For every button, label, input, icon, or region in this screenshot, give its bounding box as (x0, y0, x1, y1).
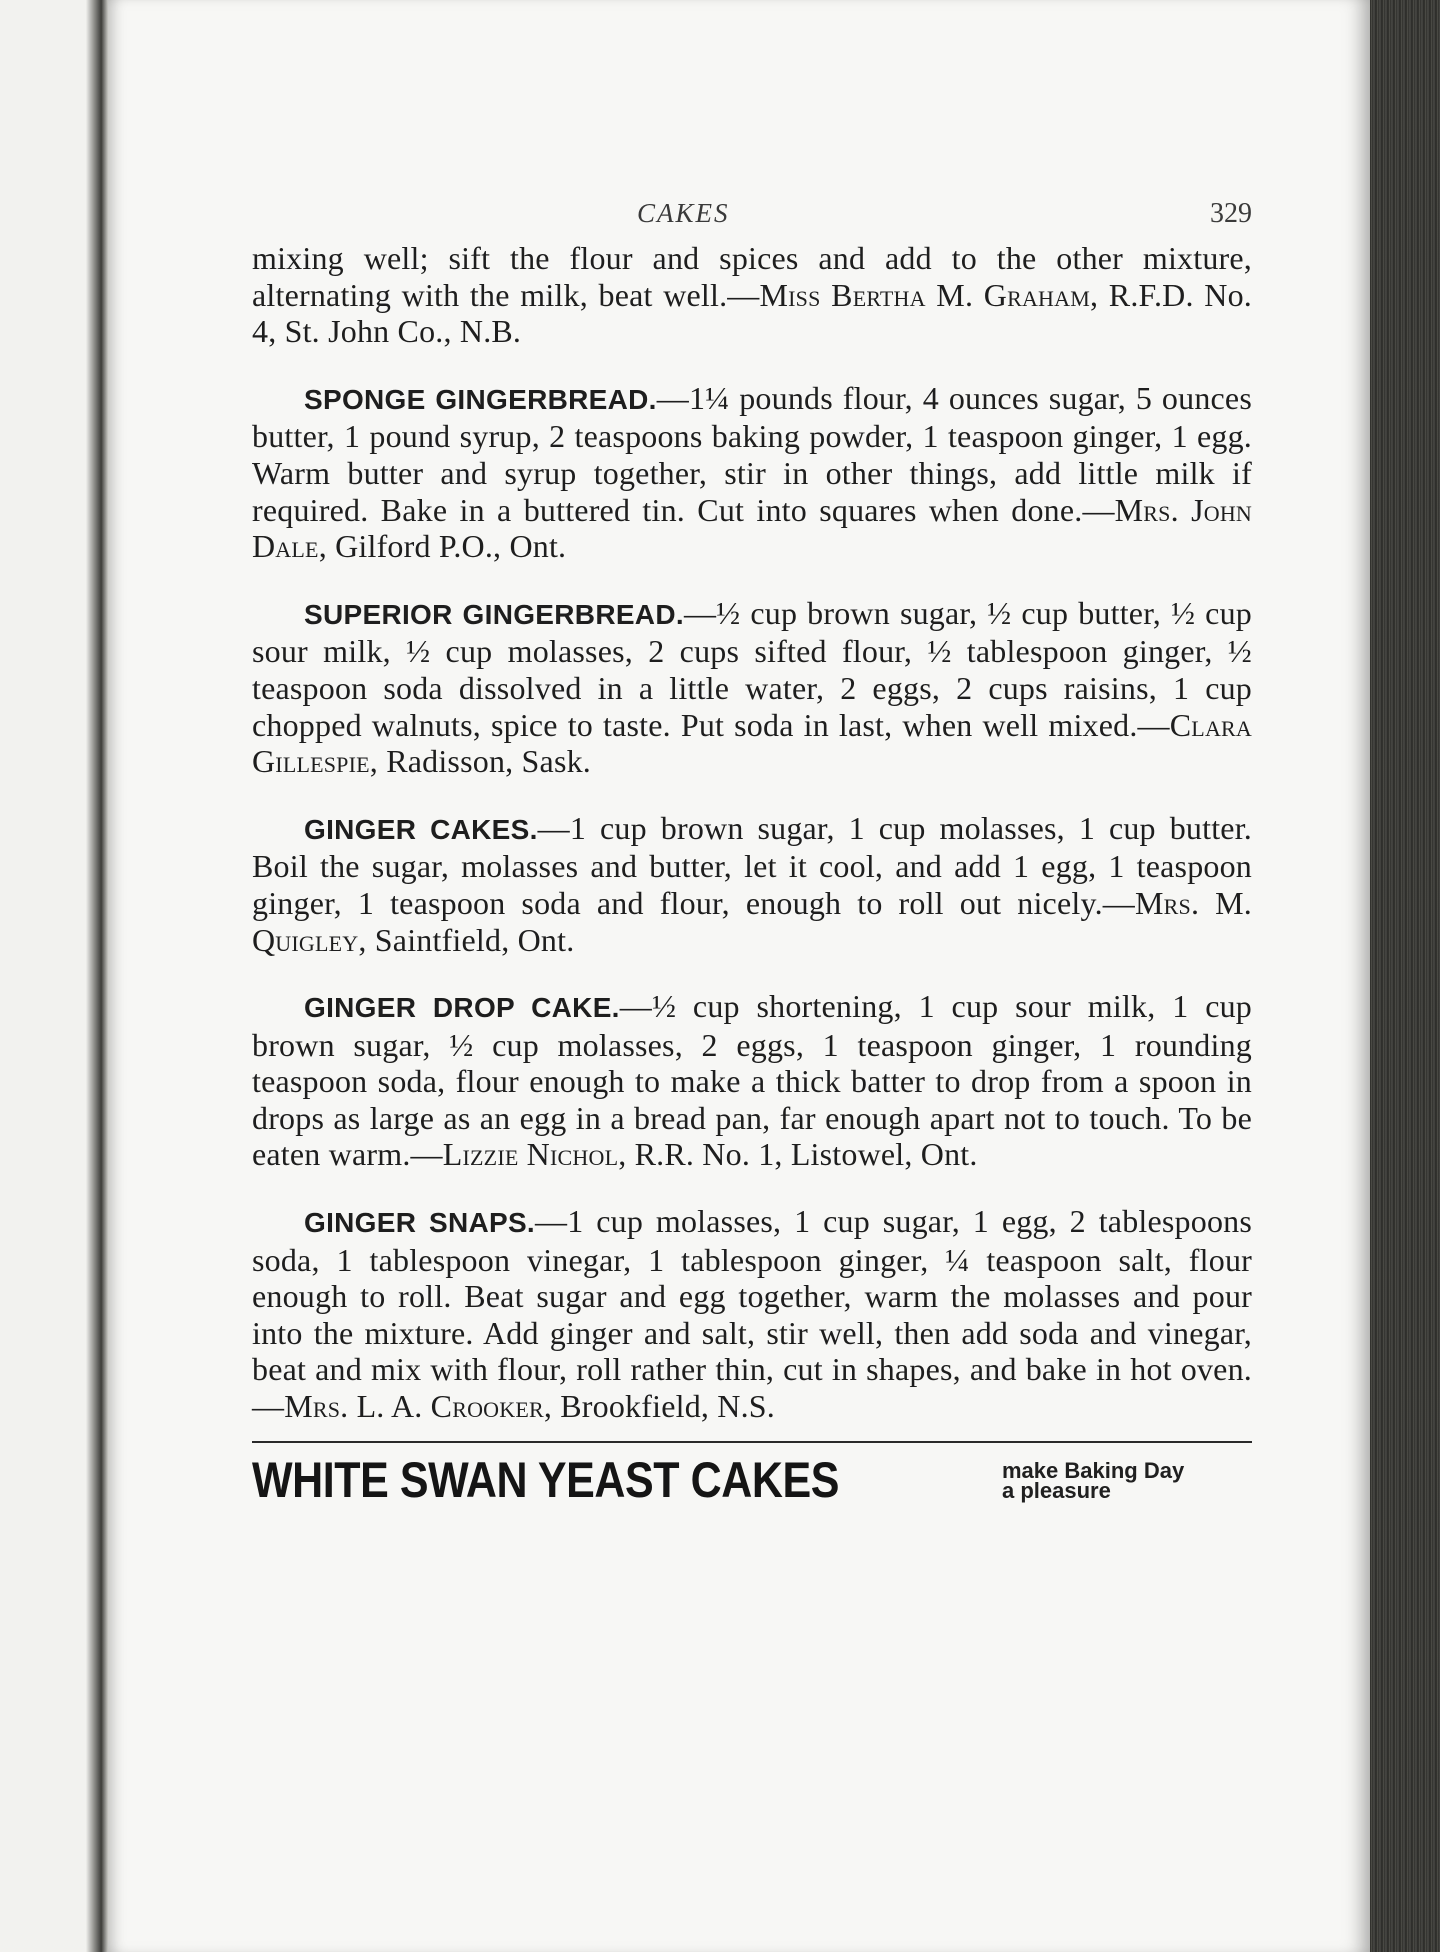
recipe-place: , Radisson, Sask. (369, 743, 591, 780)
recipe-body: —½ cup shortening, 1 cup sour milk, 1 cup brown sugar, ½ cup molasses, 2 eggs, 1 teaspoon ginger, 1 rounding teaspoon soda, flour enough to make a thick batter to drop from a spoon in drops as large as an egg in a bread pan, far enough apart not to touch. To be eaten warm.— (252, 988, 1252, 1173)
recipe-body: —1 cup brown sugar, 1 cup molasses, 1 cup butter. Boil the sugar, molasses and butter, let it cool, and add 1 egg, 1 teaspoon ginger, 1 teaspoon soda and flour, enough to roll out nicely.— (252, 809, 1252, 921)
recipe-title: SPONGE GINGERBREAD. (304, 383, 657, 415)
recipe-title: GINGER CAKES. (304, 813, 538, 845)
recipe-ginger-drop-cake (252, 988, 1252, 1173)
recipe-ginger-snaps (252, 1203, 1252, 1425)
continuation-paragraph (252, 240, 1252, 350)
recipe-body: —1¼ pounds flour, 4 ounces sugar, 5 ounces butter, 1 pound syrup, 2 teaspoons baking powder, 1 teaspoon ginger, 1 egg. Warm butter and syrup together, stir in other things, add little milk if required. Bake in a buttered tin. Cut into squares when done.— (252, 379, 1252, 528)
recipe-text (252, 240, 1252, 1425)
recipe-place: , R.F.D. No. 4, St. John Co., N.B. (252, 276, 1252, 350)
section-title: CAKES (637, 198, 730, 228)
ad-slogan-line-2: a pleasure (1002, 1477, 1111, 1503)
footer-divider (252, 1441, 1252, 1443)
recipe-place: , Gilford P.O., Ont. (318, 528, 567, 565)
footer-advertisement (252, 1449, 1252, 1519)
page-number: 329 (1210, 198, 1252, 229)
recipe-place: , R.R. No. 1, Listowel, Ont. (618, 1136, 978, 1173)
recipe-author: Lizzie Nichol (442, 1136, 619, 1173)
recipe-title: GINGER DROP CAKE. (304, 992, 620, 1024)
running-head (252, 190, 1252, 240)
recipe-body: —1 cup molasses, 1 cup sugar, 1 egg, 2 tablespoons soda, 1 tablespoon vinegar, 1 tablespoon ginger, ¼ teaspoon salt, flour enough to roll. Beat sugar and egg together, warm the molasses and pour into the mixture. Add ginger and salt, stir well, then add soda and vinegar, beat and mix with flour, roll rather thin, cut in shapes, and bake in hot oven.— (252, 1203, 1252, 1425)
recipe-author: Clara Gillespie (252, 706, 1252, 780)
continuation-body: mixing well; sift the flour and spices and add to the other mixture, alternating with the milk, beat well.— (252, 240, 1252, 313)
recipe-author: Mrs. L. A. Crooker (284, 1388, 544, 1425)
recipe-place: , Saintfield, Ont. (358, 921, 575, 958)
recipe-title: SUPERIOR GINGERBREAD. (304, 598, 684, 630)
recipe-body: —½ cup brown sugar, ½ cup butter, ½ cup sour milk, ½ cup molasses, 2 cups sifted flour, ½ tablespoon ginger, ½ teaspoon soda dissolved in a little water, 2 eggs, 2 cups raisins, 1 cup chopped walnuts, spice to taste. Put soda in last, when well mixed.— (252, 594, 1252, 743)
ad-brand: WHITE SWAN YEAST CAKES (252, 1451, 840, 1508)
ad-slogan-line-1: make Baking Day (1002, 1457, 1185, 1483)
ad-slogan (1002, 1457, 1252, 1503)
recipe-author: Mrs. John Dale (252, 491, 1253, 565)
recipe-title: GINGER SNAPS. (304, 1207, 536, 1239)
recipe-place: , Brookfield, N.S. (543, 1388, 776, 1425)
recipe-ginger-cakes (252, 810, 1252, 958)
recipe-superior-gingerbread (252, 595, 1252, 780)
recipe-sponge-gingerbread (252, 380, 1252, 565)
recipe-author: Mrs. M. Quigley (252, 884, 1253, 958)
book-page (108, 0, 1370, 1952)
page-content (252, 190, 1252, 1519)
recipe-author: Miss Bertha M. Graham (759, 276, 1090, 313)
page-stack-edge (1360, 0, 1440, 1952)
previous-page-edge (0, 0, 110, 1952)
